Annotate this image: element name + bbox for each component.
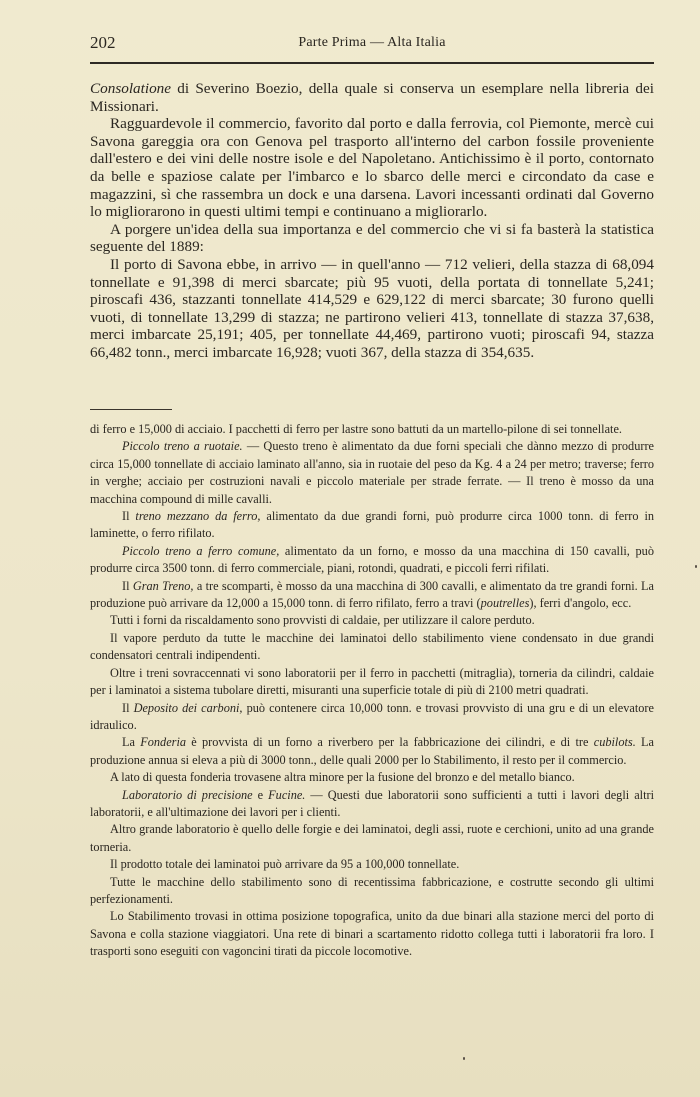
footnote-macchine: Tutte le macchine dello stabilimento sono di recentissima fabbricazione, e costrutte secondo gli ultimi perfezionamenti. [90,874,654,906]
paragraph-text: di Severino Boezio, della quale si conserva un esemplare nella libreria dei Missionari. [90,80,654,115]
main-text [90,80,654,362]
footnote-text: Il [122,509,136,524]
paragraph-consolatione [90,80,654,115]
italic-term: treno mezzano da ferro, [135,509,261,524]
footnote-text: La produzione annua si eleva a più di 3000 tonn., delle quali 2000 per lo Stabilimento, il resto per il commercio. [90,735,655,767]
footnote-text: a tre scomparti, è mosso da una macchina di 300 cavalli, e alimentato da tre grandi forni. La produzione può arrivare da 12,000 a 15,000 tonn. di ferro rifilato, ferro a travi ( [90,578,655,611]
footnote-treno-mezzano [90,508,654,543]
footnote-piccolo-treno-ferro [90,543,654,578]
italic-term: Piccolo treno a ferro comune, [122,543,280,558]
footnote-prodotto: Il prodotto totale dei laminatoi può arrivare da 95 a 100,000 tonnellate. [110,857,460,872]
paper-speck [695,565,697,568]
italic-term: Deposito dei carboni, [133,700,243,715]
footnote-laboratorio-precisione [90,787,654,822]
footnote-paragraph: di ferro e 15,000 di acciaio. I pacchetti di ferro per lastre sono battuti da un martello-pilone di sei tonnellate. [90,422,622,436]
paragraph-statistica: Il porto di Savona ebbe, in arrivo — in quell'anno — 712 velieri, della stazza di 68,094 tonnellate e 91,398 di merci sbarcate; più 95 vuoti, della portata di tonnellate 5,241; piroscafi 436, stazzanti tonnellate 414,529 e 629,122 di merci sbarcate; 30 furono quelli vuoti, di tonnellate 13,299 di stazza; ne partirono velieri 413, tonnellate di stazza 37,638, merci imbarcate 25,191; 405, per tonnellate 44,469, partirono vuoti; piroscafi 94, stazza 66,482 tonn., merci imbarcate 16,928; vuoti 367, della stazza di 354,635. [90,255,654,361]
page-number: 202 [90,33,116,52]
running-title: Parte Prima — Alta Italia [298,35,446,50]
footnote-forgie: Altro grande laboratorio è quello delle forgie e dei laminatoi, degli assi, ruote e cerchioni, unito ad una grande torneria. [90,822,654,854]
italic-term: cubilots. [593,735,636,750]
footnote-text: alimentato da un forno, e mosso da una macchina di 150 cavalli, può produrre circa 3500 tonn. di ferro commerciale, piani, rotondi, quadrati, e piccoli ferri rifilati. [90,543,654,576]
footnote-stabilimento: Lo Stabilimento trovasi in ottima posizione topografica, unito da due binari alla stazione merci del porto di Savona e colla stazione viaggiatori. Una rete di binari a scartamento ridotto collega tutti i laboratorii fra loro. I trasporti sono eseguiti con vagoncini tirati da piccole locomotive. [90,909,654,959]
footnote-text: — Questo treno è alimentato da due forni speciali che dànno mezzo di produrre circa 15,000 tonnellate di acciaio laminato all'anno, sia in ruotaie del peso da Kg. 4 a 24 per metro; traverse; ferro in verghe; acciaio per costruzioni navali e piccolo materiale per strade ferrate. — Il treno è mosso da una macchina compound di mille cavalli. [90,439,654,506]
italic-term: Fucine. [268,787,306,802]
italic-term: Gran Treno, [132,578,194,593]
page-header [90,33,654,57]
footnote-text: Il [122,578,133,593]
paragraph-commercio: Ragguardevole il commercio, favorito dal porto e dalla ferrovia, col Piemonte, mercè cui Savona gareggia ora con Genova pel trasporto all'interno del carbon fossile proveniente dall'estero e dei vini delle nostre isole e del Napoletano. Antichissimo è il porto, contornato da belle e spaziose calate per l'imbarco e lo sbarco delle merci e circondato da case e magazzini, sì che rassembra un dock e una darsena. Lavori incessanti ordinati dal Governo lo migliorarono in questi ultimi tempi e continuano a migliorarlo. [90,115,654,221]
footnote-piccolo-treno-ruotaie [90,438,654,508]
footnote-text: — Questi due laboratorii sono sufficienti a tutti i lavori degli altri laboratorii, e all'ultimazione dei lavori per i clienti. [90,787,655,819]
italic-term: Piccolo treno a ruotaie. [122,439,243,454]
footnote-forni: Tutti i forni da riscaldamento sono provvisti di caldaie, per utilizzare il calore perduto. [110,613,535,628]
italic-title: Consolatione [90,80,172,97]
paragraph-statistica-intro: A porgere un'idea della sua importanza e del commercio che vi si fa basterà la statistica seguente del 1889: [90,220,654,256]
footnote-text: è provvista di un forno a riverbero per la fabbricazione dei cilindri, e di tre [186,735,594,750]
footnote-rule [90,409,172,410]
footnote-text: alimentato da due grandi forni, può produrre circa 1000 tonn. di ferro in laminette, o ferro rifilato. [90,509,655,541]
footnote-gran-treno [90,578,654,613]
footnote-vapore: Il vapore perduto da tutte le macchine dei laminatoi dello stabilimento viene condensato in due grandi condensatori centrali indipendenti. [90,630,654,663]
footnote-text: Il [122,700,134,715]
italic-term: Fonderia [140,735,187,750]
footnote-text: e [252,787,269,802]
italic-term: Laboratorio di precisione [122,787,253,802]
footnote-laboratorii: Oltre i treni sovraccennati vi sono laboratorii per il ferro in pacchetti (mitraglia), torneria da cilindri, caldaie per i laminatoi a sistema tubolare diretti, misuranti una superficie totale di più di 2100 metri quadrati. [90,665,654,698]
italic-term: poutrelles [480,596,530,611]
paper-speck [463,1057,465,1060]
footnote-deposito [90,700,654,735]
footnote-fonderia [90,734,654,769]
footnote-text: ), ferri d'angolo, ecc. [529,596,632,611]
header-rule [90,62,654,64]
footnote-text: La [122,735,141,750]
footnote-fonderia-minore: A lato di questa fonderia trovasene altra minore per la fusione del bronzo e del metallo bianco. [110,770,575,785]
footnotes [90,421,654,961]
footnote-text: può contenere circa 10,000 tonn. e trovasi provvisto di una gru e di un elevatore idraulico. [90,700,654,732]
